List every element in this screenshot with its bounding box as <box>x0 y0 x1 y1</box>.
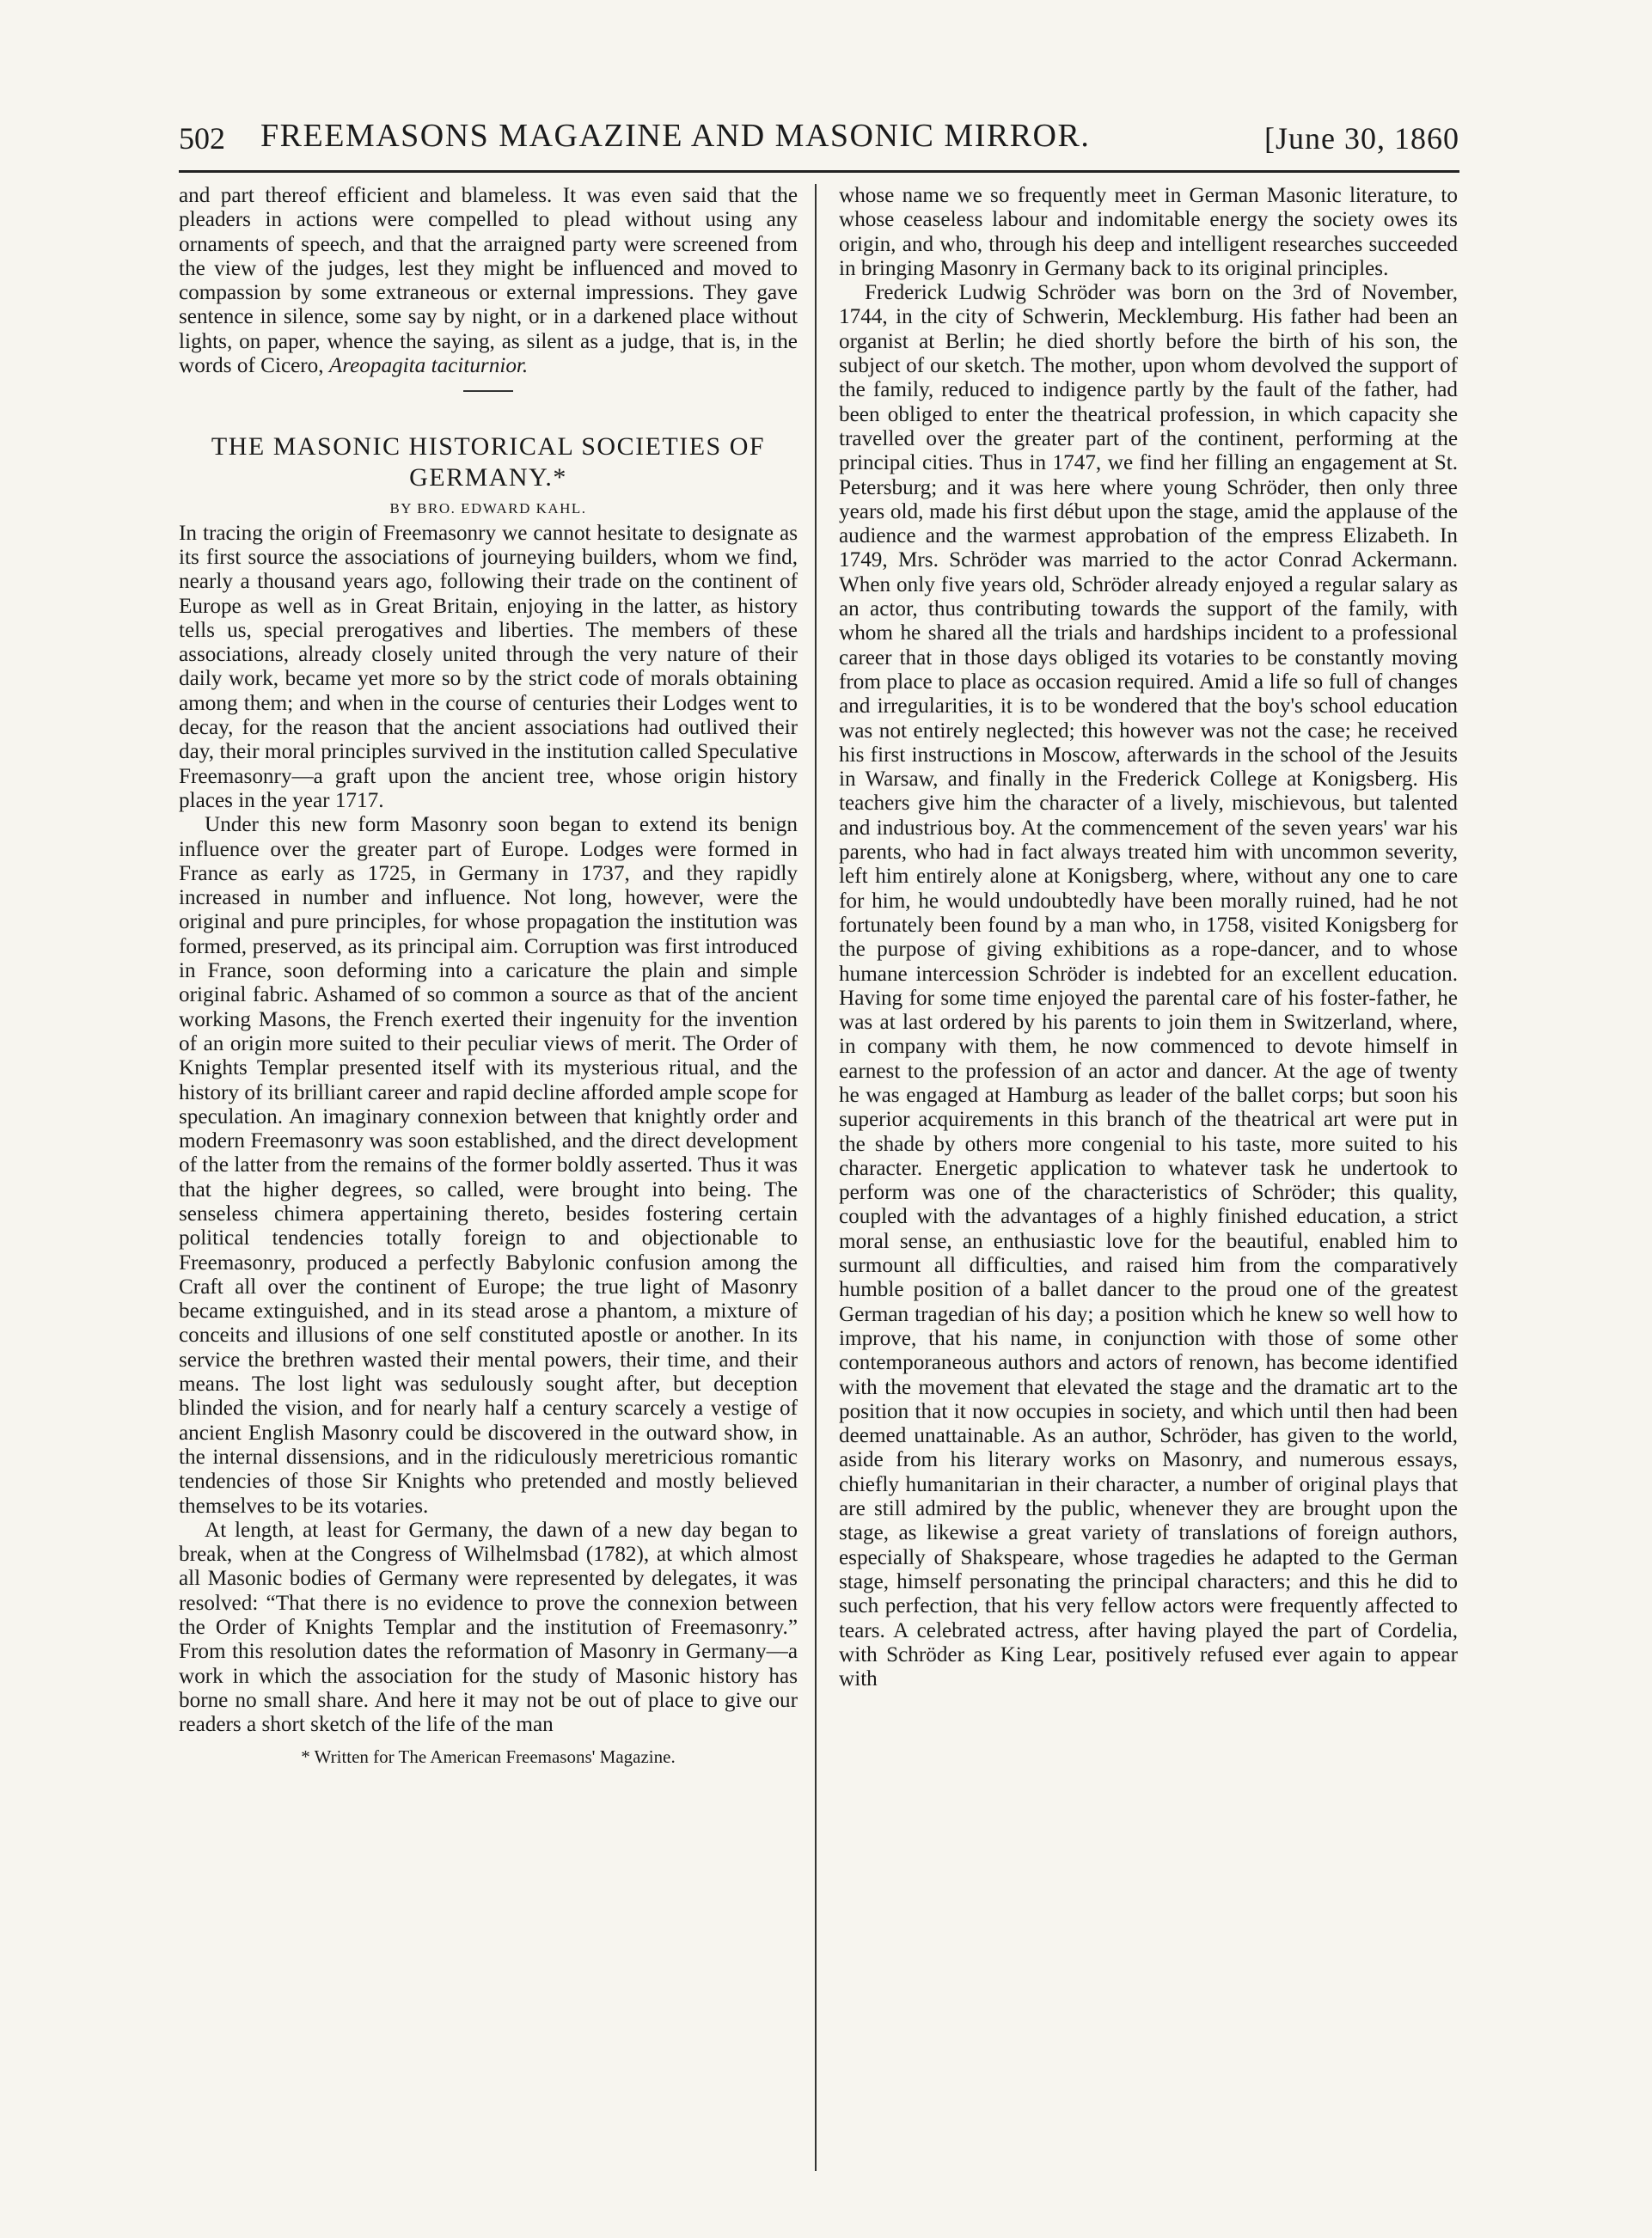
article-title: THE MASONIC HISTORICAL SOCIETIES OF GERMANY.* <box>211 432 766 492</box>
article-paragraph-1: In tracing the origin of Freemasonry we cannot hesitate to designate as its first source the associations of journeying builders, whom we find, nearly a thousand years ago, following their trade on the continent of Europe as well as in Great Britain, enjoying in the latter, as history tells us, special prerogatives and liberties. The members of these associations, already closely united through the very nature of their daily work, became yet more so by the strict code of morals obtaining among them; and when in the course of centuries their Lodges went to decay, for the reason that the ancient associations had outlived their day, their moral principles survived in the institution called Speculative Freemasonry—a graft upon the ancient tree, whose origin history places in the year 1717. <box>179 521 798 812</box>
magazine-title: FREEMASONS MAGAZINE AND MASONIC MIRROR. <box>260 118 1091 154</box>
article-byline: BY BRO. EDWARD KAHL. <box>389 500 587 517</box>
right-paragraph-1: whose name we so frequently meet in German Masonic literature, to whose ceaseless labour and indomitable energy the society owes its origin, and who, through his deep and intelligent researches succeeded in bringing Masonry in Germany back to its original principles. <box>839 184 1458 280</box>
column-rule <box>815 184 817 2171</box>
article-paragraph-2: Under this new form Masonry soon began to extend its benign influence over the greater part of Europe. Lodges were formed in France as early as 1725, in Germany in 1737, and they rapidly increased in number and influence. Not long, however, were the original and pure principles, for whose propagation the institution was formed, preserved, as its principal aim. Corruption was first introduced in France, soon deforming into a caricature the plain and simple original fabric. Ashamed of so common a source as that of the ancient working Masons, the French exerted their ingenuity for the invention of an origin more suited to their peculiar views of merit. The Order of Knights Templar presented itself with its mysterious ritual, and the history of its brilliant career and rapid decline afforded ample scope for speculation. An imaginary connexion between that knightly order and modern Freemasonry was soon established, and the direct development of the latter from the remains of the former boldly asserted. Thus it was that the higher degrees, so called, were brought into being. The senseless chimera appertaining thereto, besides fostering certain political tendencies totally foreign to and objectionable to Freemasonry, produced a perfectly Babylonic confusion among the Craft all over the continent of Europe; the true light of Masonry became extinguished, and in its stead arose a phantom, a mixture of conceits and illusions of one self constituted apostle or another. In its service the brethren wasted their mental powers, their time, and their means. The lost light was sedulously sought after, but deception blinded the vision, and for nearly half a century scarcely a vestige of ancient English Masonry could be discovered in the outward show, in the internal dissensions, and in the ridiculously meretricious romantic tendencies of those Sir Knights who pretended and mostly believed themselves to be its votaries. <box>179 813 798 1518</box>
article-paragraph-3: At length, at least for Germany, the dawn of a new day began to break, when at the Congress of Wilhelmsbad (1782), at which almost all Masonic bodies of Germany were represented by delegates, it was resolved: “That there is no evidence to prove the connexion between the Order of Knights Templar and the institution of Freemasonry.” From this resolution dates the reformation of Masonry in Germany—a work in which the association for the study of Masonic history has borne no small share. And here it may not be out of place to give our readers a short sketch of the life of the man <box>179 1518 798 1737</box>
page-number: 502 <box>179 121 225 156</box>
right-paragraph-2: Frederick Ludwig Schröder was born on the 3rd of November, 1744, in the city of Schwerin, Mecklemburg. His father had been an organist at Berlin; he died shortly before the birth of his son, the subject of our sketch. The mother, upon whom devolved the support of the family, reduced to indigence partly by the fault of the father, had been obliged to enter the theatrical profession, in which capacity she travelled over the greater part of the continent, performing at the principal cities. Thus in 1747, we find her filling an engagement at St. Petersburg; and it was here where young Schröder, then only three years old, made his first début upon the stage, amid the applause of the audience and the warmest approbation of the empress Elizabeth. In 1749, Mrs. Schröder was married to the actor Conrad Ackermann. When only five years old, Schröder already enjoyed a regular salary as an actor, thus contributing towards the support of the family, with whom he shared all the trials and hardships incident to a professional career that in those days obliged its votaries to be constantly moving from place to place as occasion required. Amid a life so full of changes and irregularities, it is to be wondered that the boy's school education was not entirely neglected; this however was not the case; he received his first instructions in Moscow, afterwards in the school of the Jesuits in Warsaw, and finally in the Frederick College at Konigsberg. His teachers give him the character of a lively, mischievous, but talented and industrious boy. At the commencement of the seven years' war his parents, who had in fact always treated him with uncommon severity, left him entirely alone at Konigsberg, where, without any one to care for him, he would undoubtedly have been morally ruined, had he not fortunately been found by a man who, in 1758, visited Konigsberg for the purpose of giving exhibitions as a rope-dancer, and to whose humane intercession Schröder is indebted for an excellent education. Having for some time enjoyed the parental care of his foster-father, he was at last ordered by his parents to join them in Switzerland, where, in company with them, he now commenced to devote himself in earnest to the profession of an actor and dancer. At the age of twenty he was engaged at Hamburg as leader of the ballet corps; but soon his superior acquirements in this branch of the theatrical art were put in the shade by others more congenial to his taste, more suited to his character. Energetic application to whatever task he undertook to perform was one of the characteristics of Schröder; this quality, coupled with the advantages of a highly finished education, a strict moral sense, an enthusiastic love for the beautiful, enabled him to surmount all difficulties, and raised him from the comparatively humble position of a ballet dancer to the proud one of the greatest German tragedian of his day; a position which he knew so well how to improve, that his name, in conjunction with those of some other contemporaneous authors and actors of renown, has become identified with the movement that elevated the stage and the dramatic art to the position that it now occupies in society, and which until then had been deemed unattainable. As an author, Schröder, has given to the world, aside from his literary works on Masonry, and numerous essays, chiefly humanitarian in their character, a number of original plays that are still admired by the public, whenever they are brought upon the stage, as likewise a great variety of translations of foreign authors, especially of Shakspeare, whose tragedies he adapted to the German stage, himself personating the principal characters; and this he did to such perfection, that his very fellow actors were frequently affected to tears. A celebrated actress, after having played the part of Cordelia, with Schröder as King Lear, positively refused ever again to appear with <box>839 281 1458 1691</box>
continued-paragraph <box>179 184 798 378</box>
right-column <box>839 184 1458 1691</box>
footnote: * Written for The American Freemasons' Magazine. <box>301 1746 676 1767</box>
section-divider <box>463 390 513 392</box>
issue-date: [June 30, 1860 <box>1264 121 1459 156</box>
left-column <box>179 184 798 1769</box>
page-header <box>179 115 1459 173</box>
continued-text: and part thereof efficient and blameless. It was even said that the pleaders in actions were compelled to plead without using any ornaments of speech, and that the arraigned party were screened from the view of the judges, lest they might be influenced and moved to compassion by some extraneous or external impressions. They gave sentence in silence, some say by night, or in a darkened place without lights, on paper, whence the saying, as silent as a judge, that is, in the words of Cicero, <box>179 184 798 378</box>
latin-quote: Areopagita taciturnior. <box>328 354 529 378</box>
